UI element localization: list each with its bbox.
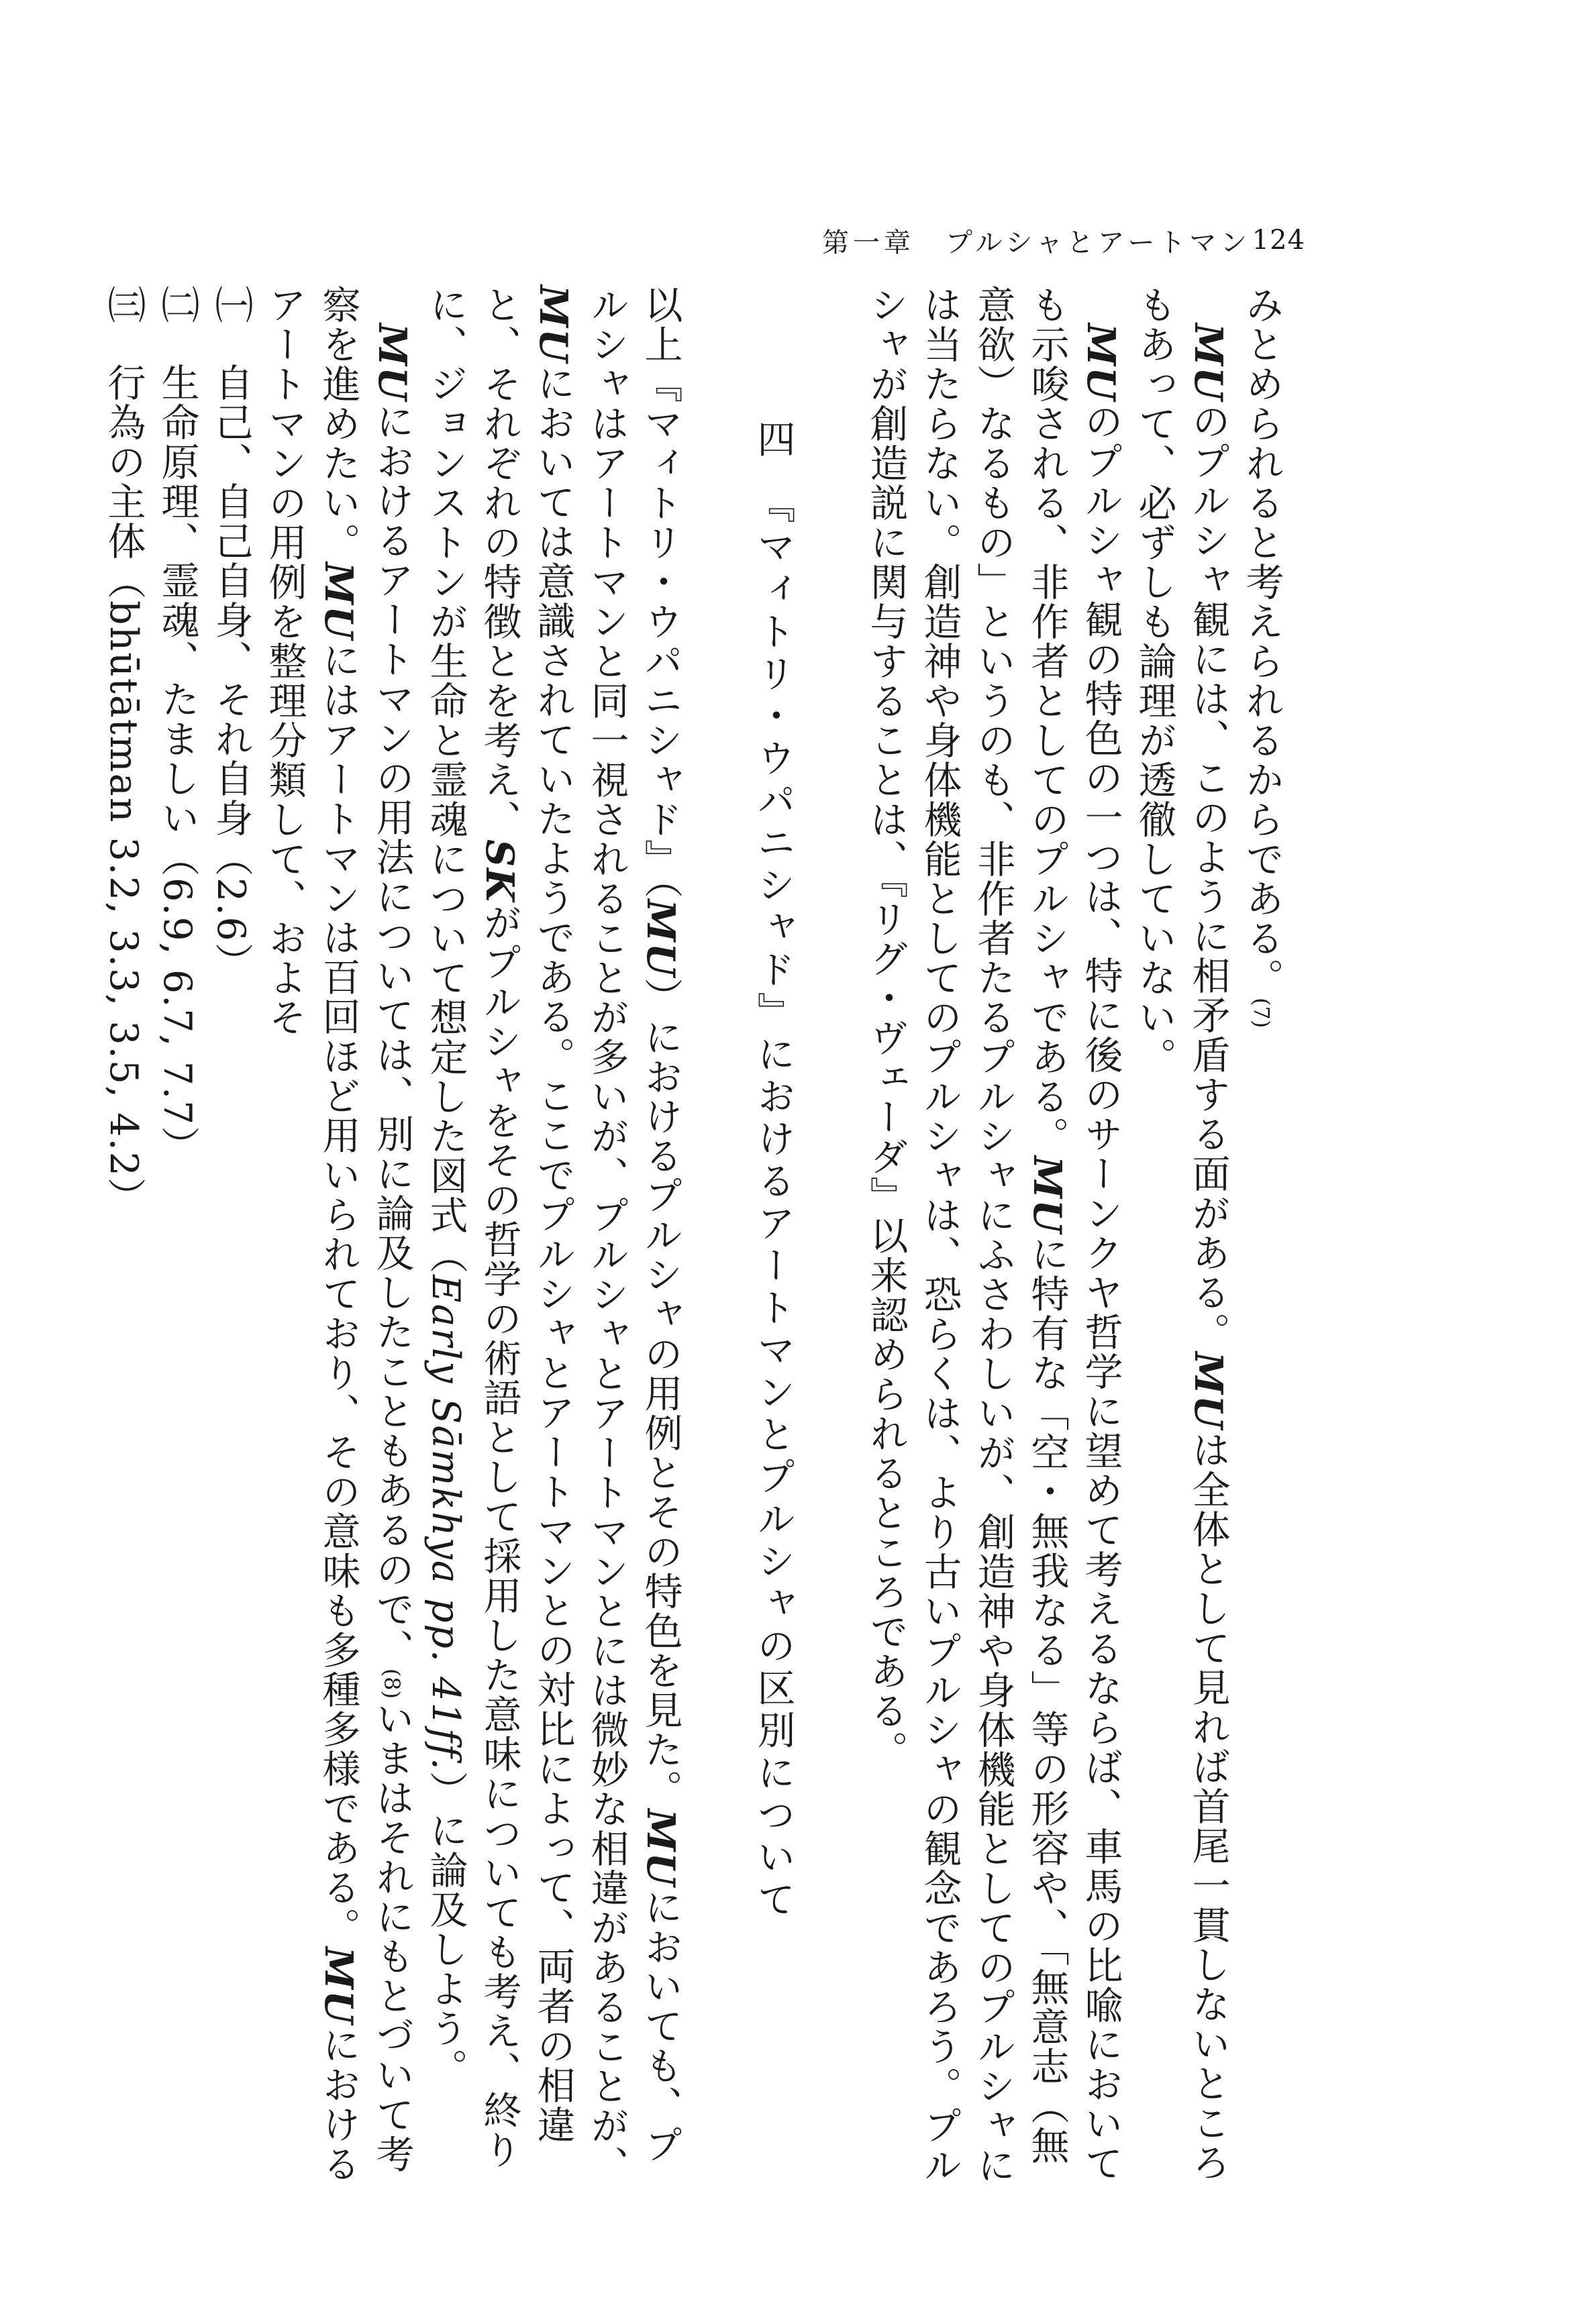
running-header xyxy=(822,220,1305,260)
paragraph-1: みとめられると考えられるからである。(7) xyxy=(1239,285,1284,1028)
list-number: ㈠ xyxy=(209,285,253,323)
abbrev-mu: MU xyxy=(1025,1156,1070,1234)
usage-list xyxy=(97,285,258,2204)
list-number: ㈢ xyxy=(101,285,146,323)
list-number: ㈡ xyxy=(155,285,199,323)
abbrev-mu: MU xyxy=(1078,323,1123,402)
page-number: 124 xyxy=(1252,225,1305,256)
list-item: ㈡ 生命原理、霊魂、たましい（6.9, 6.7, 7.7） xyxy=(155,285,199,1166)
note-ref-7: (7) xyxy=(1249,998,1274,1028)
citation-early-samkhya: Early Sāmkhya pp. 41ff. xyxy=(423,1275,468,1772)
paragraph-5: MUにおけるアートマンの用法については、別に論及したこともあるので、(8)いまはそれにもとづいて考察を進めたい。MUにはアートマンは百回ほど用いられており、その意味も多種多様である。MUにおけるアートマンの用例を整理分類して、およそ xyxy=(262,285,415,2184)
abbrev-sk: SK xyxy=(477,839,522,903)
section-heading: 四 『マィトリ・ウパニシャド』におけるアートマンとプルシャの区別について xyxy=(751,419,795,1921)
abbrev-mu: MU xyxy=(1186,1351,1231,1430)
chapter-title: 第一章 プルシャとアートマン xyxy=(822,227,1252,258)
abbrev-mu: MU xyxy=(638,1809,683,1888)
note-ref-8: (8) xyxy=(379,1668,405,1699)
paragraph-3: MUのプルシャ観の特色の一つは、特に後のサーンクヤ哲学に望めて考えるならば、車馬の比喩においても示唆される、非作者としてのプルシャである。MUに特有な「空・無我なる」等の形容や、「無意志（無意欲）なるもの」というのも、非作者たるプルシャにふさわしいが、創造神や身体機能としてのプルシャには当たらない。創造神や身体機能としてのプルシャは、恐らくは、より古いプルシャの観念であろう。プルシャが創造説に関与することは、『リグ・ヴェーダ』以来認められるところである。 xyxy=(864,285,1123,2185)
body-text xyxy=(101,285,1288,2204)
abbrev-mu: MU xyxy=(531,285,576,364)
abbrev-mu: MU xyxy=(1186,323,1231,402)
list-item: ㈠ 自己、自己自身、それ自身（2.6） xyxy=(209,285,253,982)
abbrev-mu: MU xyxy=(316,562,361,641)
abbrev-mu: MU xyxy=(316,1946,361,2025)
list-item: ㈢ 行為の主体（bhūtātman 3.2, 3.3, 3.5, 4.2） xyxy=(101,285,146,1217)
abbrev-mu: MU xyxy=(638,899,683,978)
abbrev-mu: MU xyxy=(370,323,415,402)
paragraph-4: 以上『マィトリ・ウパニシャド』（MU）におけるプルシャの用例とその特色を見た。MUにおいても、プルシャはアートマンと同一視されることが多いが、プルシャとアートマンとには微妙な相違があることが、MUにおいては意識されていたようである。ここでプルシャとアートマンとの対比によって、両者の相違と、それぞれの特徴とを考え、SKがプルシャをその哲学の術語として採用した意味についても考え、終りに、ジョンストンが生命と霊魂について想定した図式（Early Sāmkhya pp. 41ff.）に論及しよう。 xyxy=(423,285,683,2185)
paragraph-2: MUのプルシャ観には、このように相矛盾する面がある。MUは全体として見れば首尾一貫しないところもあって、必ずしも論理が透徹していない。 xyxy=(1132,285,1231,2182)
